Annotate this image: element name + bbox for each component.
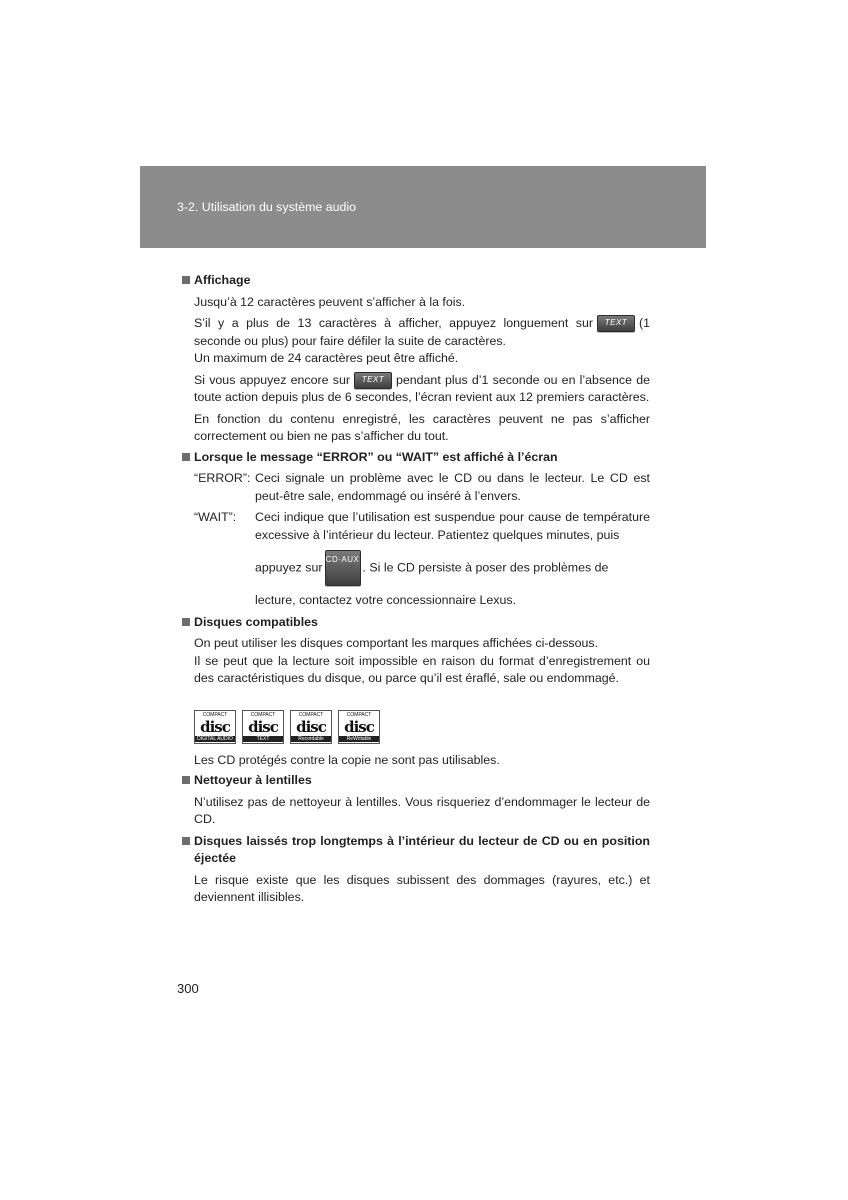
bullet-square-icon [182, 618, 190, 626]
definition-wait [194, 509, 650, 610]
cd-aux-button-icon: CD·AUX [325, 550, 361, 586]
heading-error-wait: Lorsque le message “ERROR” ou “WAIT” est affiché à l’écran [182, 449, 650, 467]
desc-wait-end: lecture, contactez votre concessionnaire Lexus. [255, 593, 517, 607]
heading-nettoyeur: Nettoyeur à lentilles [182, 772, 650, 790]
paragraph: Un maximum de 24 caractères peut être affiché. [194, 351, 459, 365]
term-error: “ERROR”: [194, 471, 251, 485]
paragraph: Il se peut que la lecture soit impossible en raison du format d’enregistrement ou des caractéristiques du disque, ou parce qu’il est éraflé, sale ou endommagé. [194, 653, 650, 685]
text-button-icon: TEXT [354, 372, 392, 389]
affichage-body [182, 294, 650, 446]
disc-logos [194, 710, 650, 744]
desc-error: Ceci signale un problème avec le CD ou dans le lecteur. Le CD est peut-être sale, endommagé ou inséré à l’envers. [255, 471, 650, 503]
paragraph: Jusqu’à 12 caractères peuvent s’afficher à la fois. [194, 294, 466, 309]
paragraph: Si vous appuyez encore sur TEXT pendant plus d’1 seconde ou en l’absence de toute action depuis plus de 6 secondes, l’écran revient aux 12 premiers caractères. [194, 372, 651, 404]
compact-disc-logo: COMPACT disc DIGITAL AUDIO [194, 710, 236, 744]
page-number: 300 [177, 981, 199, 996]
paragraph: N’utilisez pas de nettoyeur à lentilles. Vous risqueriez d’endommager le lecteur de CD. [194, 794, 650, 826]
bullet-square-icon [182, 837, 190, 845]
header-band [140, 166, 706, 248]
paragraph: S’il y a plus de 13 caractères à afficher, appuyez longuement sur TEXT (1 seconde ou plus) pour faire défiler la suite de caractères. [194, 316, 650, 348]
compact-disc-rewritable-logo: COMPACT disc ReWritable [338, 710, 380, 744]
compact-disc-recordable-logo: COMPACT disc Recordable [290, 710, 332, 744]
desc-wait-cont: appuyez surCD·AUX. Si le CD persiste à poser des problèmes de [255, 550, 650, 586]
paragraph: Le risque existe que les disques subissent des dommages (rayures, etc.) et deviennent illisibles. [194, 872, 650, 904]
paragraph: En fonction du contenu enregistré, les caractères peuvent ne pas s’afficher correctement ou bien ne pas s’afficher du tout. [194, 411, 650, 443]
desc-wait: Ceci indique que l’utilisation est suspendue pour cause de température excessive à l’intérieur du lecteur. Patientez quelques minutes, puis [255, 510, 650, 542]
text-button-icon: TEXT [597, 315, 635, 332]
bullet-square-icon [182, 776, 190, 784]
bullet-square-icon [182, 453, 190, 461]
paragraph: On peut utiliser les disques comportant les marques affichées ci-dessous. [194, 636, 599, 650]
term-wait: “WAIT”: [194, 510, 237, 524]
bullet-square-icon [182, 276, 190, 284]
disques-body [182, 635, 650, 769]
definition-error [194, 470, 650, 505]
heading-disques-laisses: Disques laissés trop longtemps à l’intérieur du lecteur de CD ou en position éjectée [182, 833, 650, 868]
heading-affichage: Affichage [182, 272, 650, 290]
error-wait-body [182, 470, 650, 610]
section-title: 3-2. Utilisation du système audio [177, 200, 357, 214]
compact-disc-text-logo: COMPACT disc TEXT [242, 710, 284, 744]
page-content [182, 272, 650, 907]
paragraph: Les CD protégés contre la copie ne sont pas utilisables. [194, 752, 500, 767]
heading-disques: Disques compatibles [182, 614, 650, 632]
nettoyeur-body [182, 794, 650, 829]
laisses-body [182, 872, 650, 907]
